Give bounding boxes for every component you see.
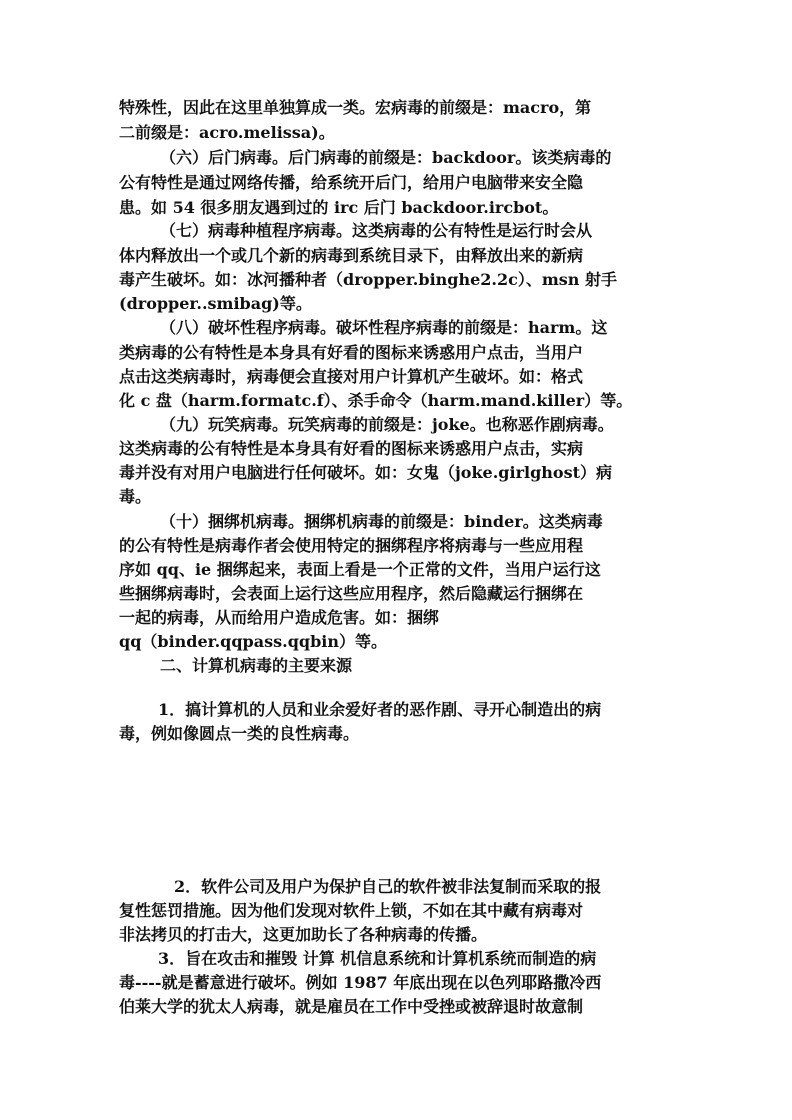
text-line: 3．旨在攻击和摧毁 计算 机信息系统和计算机系统而制造的病 xyxy=(158,949,597,968)
text-line: （六）后门病毒。后门病毒的前缀是：backdoor。该类病毒的 xyxy=(160,148,612,167)
text-line: 2．软件公司及用户为保护自己的软件被非法复制而采取的报 xyxy=(174,877,602,896)
text-line: 毒。 xyxy=(119,487,152,506)
text-line: 些捆绑病毒时，会表面上运行这些应用程序，然后隐藏运行捆绑在 xyxy=(119,584,584,603)
text-line: 公有特性是通过网络传播，给系统开后门，给用户电脑带来安全隐 xyxy=(119,173,584,192)
text-line: 体内释放出一个或几个新的病毒到系统目录下，由释放出来的新病 xyxy=(119,246,584,265)
text-line: 一起的病毒，从而给用户造成危害。如：捆绑 xyxy=(119,608,440,627)
text-line: 的公有特性是病毒作者会使用特定的捆绑程序将病毒与一些应用程 xyxy=(119,536,584,555)
text-line: 类病毒的公有特性是本身具有好看的图标来诱惑用户点击，当用户 xyxy=(119,343,584,362)
text-line: 毒产生破坏。如：冰河播种者（dropper.binghe2.2c）、msn 射手 xyxy=(119,270,617,289)
section-heading: 二、计算机病毒的主要来源 xyxy=(160,656,353,675)
text-line: 特殊性，因此在这里单独算成一类。宏病毒的前缀是：macro，第 xyxy=(119,98,592,117)
text-line: 患。如 54 很多朋友遇到过的 irc 后门 backdoor.ircbot。 xyxy=(119,198,559,217)
text-line: 二前缀是：acro.melissa)。 xyxy=(119,123,335,142)
text-line: 毒并没有对用户电脑进行任何破坏。如：女鬼（joke.girlghost）病 xyxy=(119,463,612,482)
text-line: 毒----就是蓄意进行破坏。例如 1987 年底出现在以色列耶路撒冷西 xyxy=(119,973,602,992)
text-line: (dropper..smibag)等。 xyxy=(119,294,312,313)
text-line: 序如 qq、ie 捆绑起来，表面上看是一个正常的文件，当用户运行这 xyxy=(119,560,601,579)
text-line: 毒，例如像圆点一类的良性病毒。 xyxy=(119,724,360,743)
text-line: 点击这类病毒时，病毒便会直接对用户计算机产生破坏。如：格式 xyxy=(119,367,584,386)
text-line: 这类病毒的公有特性是本身具有好看的图标来诱惑用户点击，实病 xyxy=(119,439,584,458)
text-line: 非法拷贝的打击大，这更加助长了各种病毒的传播。 xyxy=(119,925,488,944)
text-line: （七）病毒种植程序病毒。这类病毒的公有特性是运行时会从 xyxy=(160,221,593,240)
text-line: qq（binder.qqpass.qqbin）等。 xyxy=(119,632,387,651)
text-line: （九）玩笑病毒。玩笑病毒的前缀是：joke。也称恶作剧病毒。 xyxy=(160,415,614,434)
text-line: 化 c 盘（harm.formatc.f）、杀手命令（harm.mand.killer）等。 xyxy=(119,391,633,410)
text-line: 复性惩罚措施。因为他们发现对软件上锁，不如在其中藏有病毒对 xyxy=(119,901,584,920)
text-line: （八）破坏性程序病毒。破坏性程序病毒的前缀是：harm。这 xyxy=(160,318,608,337)
text-line: （十）捆绑机病毒。捆绑机病毒的前缀是：binder。这类病毒 xyxy=(160,512,603,531)
text-line: 伯莱大学的犹太人病毒，就是雇员在工作中受挫或被辞退时故意制 xyxy=(119,997,584,1016)
text-line: 1．搞计算机的人员和业余爱好者的恶作剧、寻开心制造出的病 xyxy=(158,700,602,719)
